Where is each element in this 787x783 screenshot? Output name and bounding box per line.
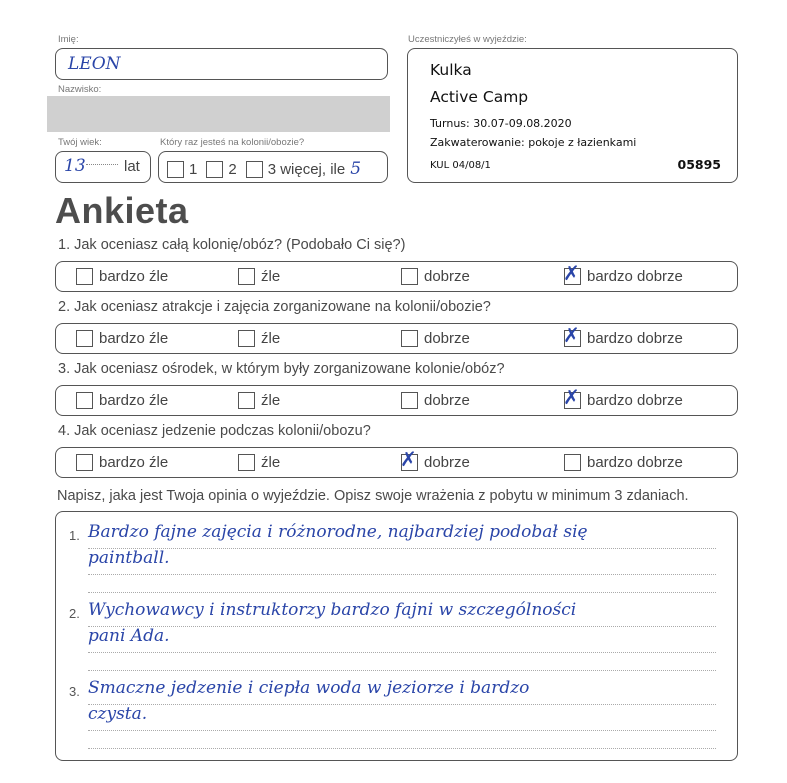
- dotted-line: [88, 592, 716, 593]
- option-label: bardzo dobrze: [587, 330, 683, 347]
- option-bardzo-dobrze[interactable]: [564, 262, 683, 291]
- rating-checkbox[interactable]: [563, 323, 581, 347]
- visit-opt2: 2: [228, 160, 237, 178]
- option-label: bardzo źle: [99, 454, 169, 471]
- option-źle[interactable]: [238, 324, 280, 353]
- option-label: źle: [261, 330, 281, 347]
- answer-2-line-2: pani Ada.: [88, 626, 170, 646]
- option-label: bardzo dobrze: [587, 392, 683, 409]
- answer-3-line-2: czysta.: [88, 704, 148, 724]
- option-label: dobrze: [424, 268, 470, 285]
- rating-checkbox[interactable]: [401, 330, 418, 347]
- dotted-line: [88, 748, 716, 749]
- question-2-options: [55, 323, 738, 354]
- dotted-line: [88, 574, 716, 575]
- dotted-line: [88, 704, 716, 705]
- option-label: bardzo źle: [99, 268, 169, 285]
- age-unit: lat: [124, 158, 140, 175]
- answer-3-line-1: Smaczne jedzenie i ciepła woda w jeziorze i bardzo: [88, 678, 530, 698]
- visit-opt1: 1: [189, 160, 198, 178]
- rating-checkbox[interactable]: [76, 268, 93, 285]
- age-label: Twój wiek:: [58, 137, 102, 148]
- question-4-text: 4. Jak oceniasz jedzenie podczas kolonii/obozu?: [58, 423, 371, 439]
- option-label: bardzo źle: [99, 330, 169, 347]
- option-label: bardzo dobrze: [587, 268, 683, 285]
- option-bardzo-źle[interactable]: [76, 262, 168, 291]
- option-label: bardzo dobrze: [587, 454, 683, 471]
- option-label: źle: [261, 454, 281, 471]
- rating-checkbox[interactable]: [238, 392, 255, 409]
- surname-label: Nazwisko:: [58, 84, 102, 95]
- question-1-text: 1. Jak oceniasz całą kolonię/obóz? (Podobało Ci się?): [58, 237, 406, 253]
- turn-line: [430, 117, 572, 130]
- check-mark-icon: ✗: [563, 385, 580, 409]
- visit-checkbox-1[interactable]: [167, 161, 184, 178]
- dotted-line: [88, 730, 716, 731]
- survey-title: Ankieta: [55, 190, 189, 231]
- age-value: 13: [64, 156, 86, 176]
- rating-checkbox[interactable]: [76, 330, 93, 347]
- option-bardzo-dobrze[interactable]: [564, 324, 683, 353]
- rating-checkbox[interactable]: [238, 454, 255, 471]
- option-dobrze[interactable]: [401, 448, 470, 477]
- question-3-options: [55, 385, 738, 416]
- option-label: źle: [261, 392, 281, 409]
- option-bardzo-dobrze[interactable]: [564, 386, 683, 415]
- rating-checkbox[interactable]: [401, 392, 418, 409]
- opinion-prompt: Napisz, jaka jest Twoja opinia o wyjeździe. Opisz swoje wrażenia z pobytu w minimum 3 zdaniach.: [57, 488, 689, 504]
- option-źle[interactable]: [238, 386, 280, 415]
- check-mark-icon: ✗: [400, 447, 417, 471]
- participant-label: Uczestniczyłeś w wyjeździe:: [408, 34, 527, 45]
- rating-checkbox[interactable]: [400, 447, 418, 471]
- question-1-options: [55, 261, 738, 292]
- dotted-line: [88, 670, 716, 671]
- accommodation-value: pokoje z łazienkami: [528, 136, 637, 149]
- answer-3-number: 3.: [69, 684, 80, 699]
- dotted-line: [88, 652, 716, 653]
- camp-title: Active Camp: [430, 88, 529, 106]
- option-label: źle: [261, 268, 281, 285]
- option-dobrze[interactable]: [401, 324, 470, 353]
- rating-checkbox[interactable]: [563, 385, 581, 409]
- option-bardzo-dobrze[interactable]: [564, 448, 683, 477]
- answer-1-line-2: paintball.: [88, 548, 170, 568]
- visit-checkbox-2[interactable]: [206, 161, 223, 178]
- dotted-line: [88, 626, 716, 627]
- rating-checkbox[interactable]: [238, 268, 255, 285]
- age-field[interactable]: [55, 151, 151, 183]
- option-bardzo-źle[interactable]: [76, 448, 168, 477]
- option-bardzo-źle[interactable]: [76, 324, 168, 353]
- option-dobrze[interactable]: [401, 386, 470, 415]
- visit-checkbox-3[interactable]: [246, 161, 263, 178]
- name-label: Imię:: [58, 34, 79, 45]
- option-bardzo-źle[interactable]: [76, 386, 168, 415]
- rating-checkbox[interactable]: [76, 454, 93, 471]
- option-label: bardzo źle: [99, 392, 169, 409]
- accommodation-label: Zakwaterowanie:: [430, 136, 525, 149]
- rating-checkbox[interactable]: [563, 261, 581, 285]
- answer-2-number: 2.: [69, 606, 80, 621]
- camp-info-box: [407, 48, 738, 183]
- rating-checkbox[interactable]: [238, 330, 255, 347]
- question-2-text: 2. Jak oceniasz atrakcje i zajęcia zorganizowane na kolonii/obozie?: [58, 299, 491, 315]
- visit-label: Który raz jesteś na kolonii/obozie?: [160, 137, 305, 148]
- rating-checkbox[interactable]: [564, 454, 581, 471]
- camp-name: Kulka: [430, 61, 472, 79]
- visit-field[interactable]: [158, 151, 388, 183]
- answer-1-line-1: Bardzo fajne zajęcia i różnorodne, najbardziej podobał się: [88, 522, 588, 542]
- surname-redaction: [47, 96, 390, 132]
- name-value: LEON: [68, 54, 121, 74]
- turn-value: 30.07-09.08.2020: [473, 117, 572, 130]
- age-dots: [86, 164, 118, 165]
- check-mark-icon: ✗: [563, 261, 580, 285]
- accommodation-line: [430, 136, 636, 149]
- option-label: dobrze: [424, 392, 470, 409]
- answer-2-line-1: Wychowawcy i instruktorzy bardzo fajni w szczególności: [88, 600, 577, 620]
- option-label: dobrze: [424, 454, 470, 471]
- camp-code: KUL 04/08/1: [430, 160, 491, 171]
- question-3-text: 3. Jak oceniasz ośrodek, w którym były zorganizowane kolonie/obóz?: [58, 361, 505, 377]
- answer-1-number: 1.: [69, 528, 80, 543]
- option-źle[interactable]: [238, 448, 280, 477]
- question-4-options: [55, 447, 738, 478]
- turn-label: Turnus:: [430, 117, 470, 130]
- rating-checkbox[interactable]: [76, 392, 93, 409]
- option-label: dobrze: [424, 330, 470, 347]
- rating-checkbox[interactable]: [401, 268, 418, 285]
- option-źle[interactable]: [238, 262, 280, 291]
- visit-opt3: 3 więcej, ile: [267, 160, 346, 178]
- dotted-line: [88, 548, 716, 549]
- visit-count: 5: [350, 159, 362, 179]
- check-mark-icon: ✗: [563, 323, 580, 347]
- camp-number: 05895: [677, 157, 721, 172]
- name-field[interactable]: [55, 48, 388, 80]
- option-dobrze[interactable]: [401, 262, 470, 291]
